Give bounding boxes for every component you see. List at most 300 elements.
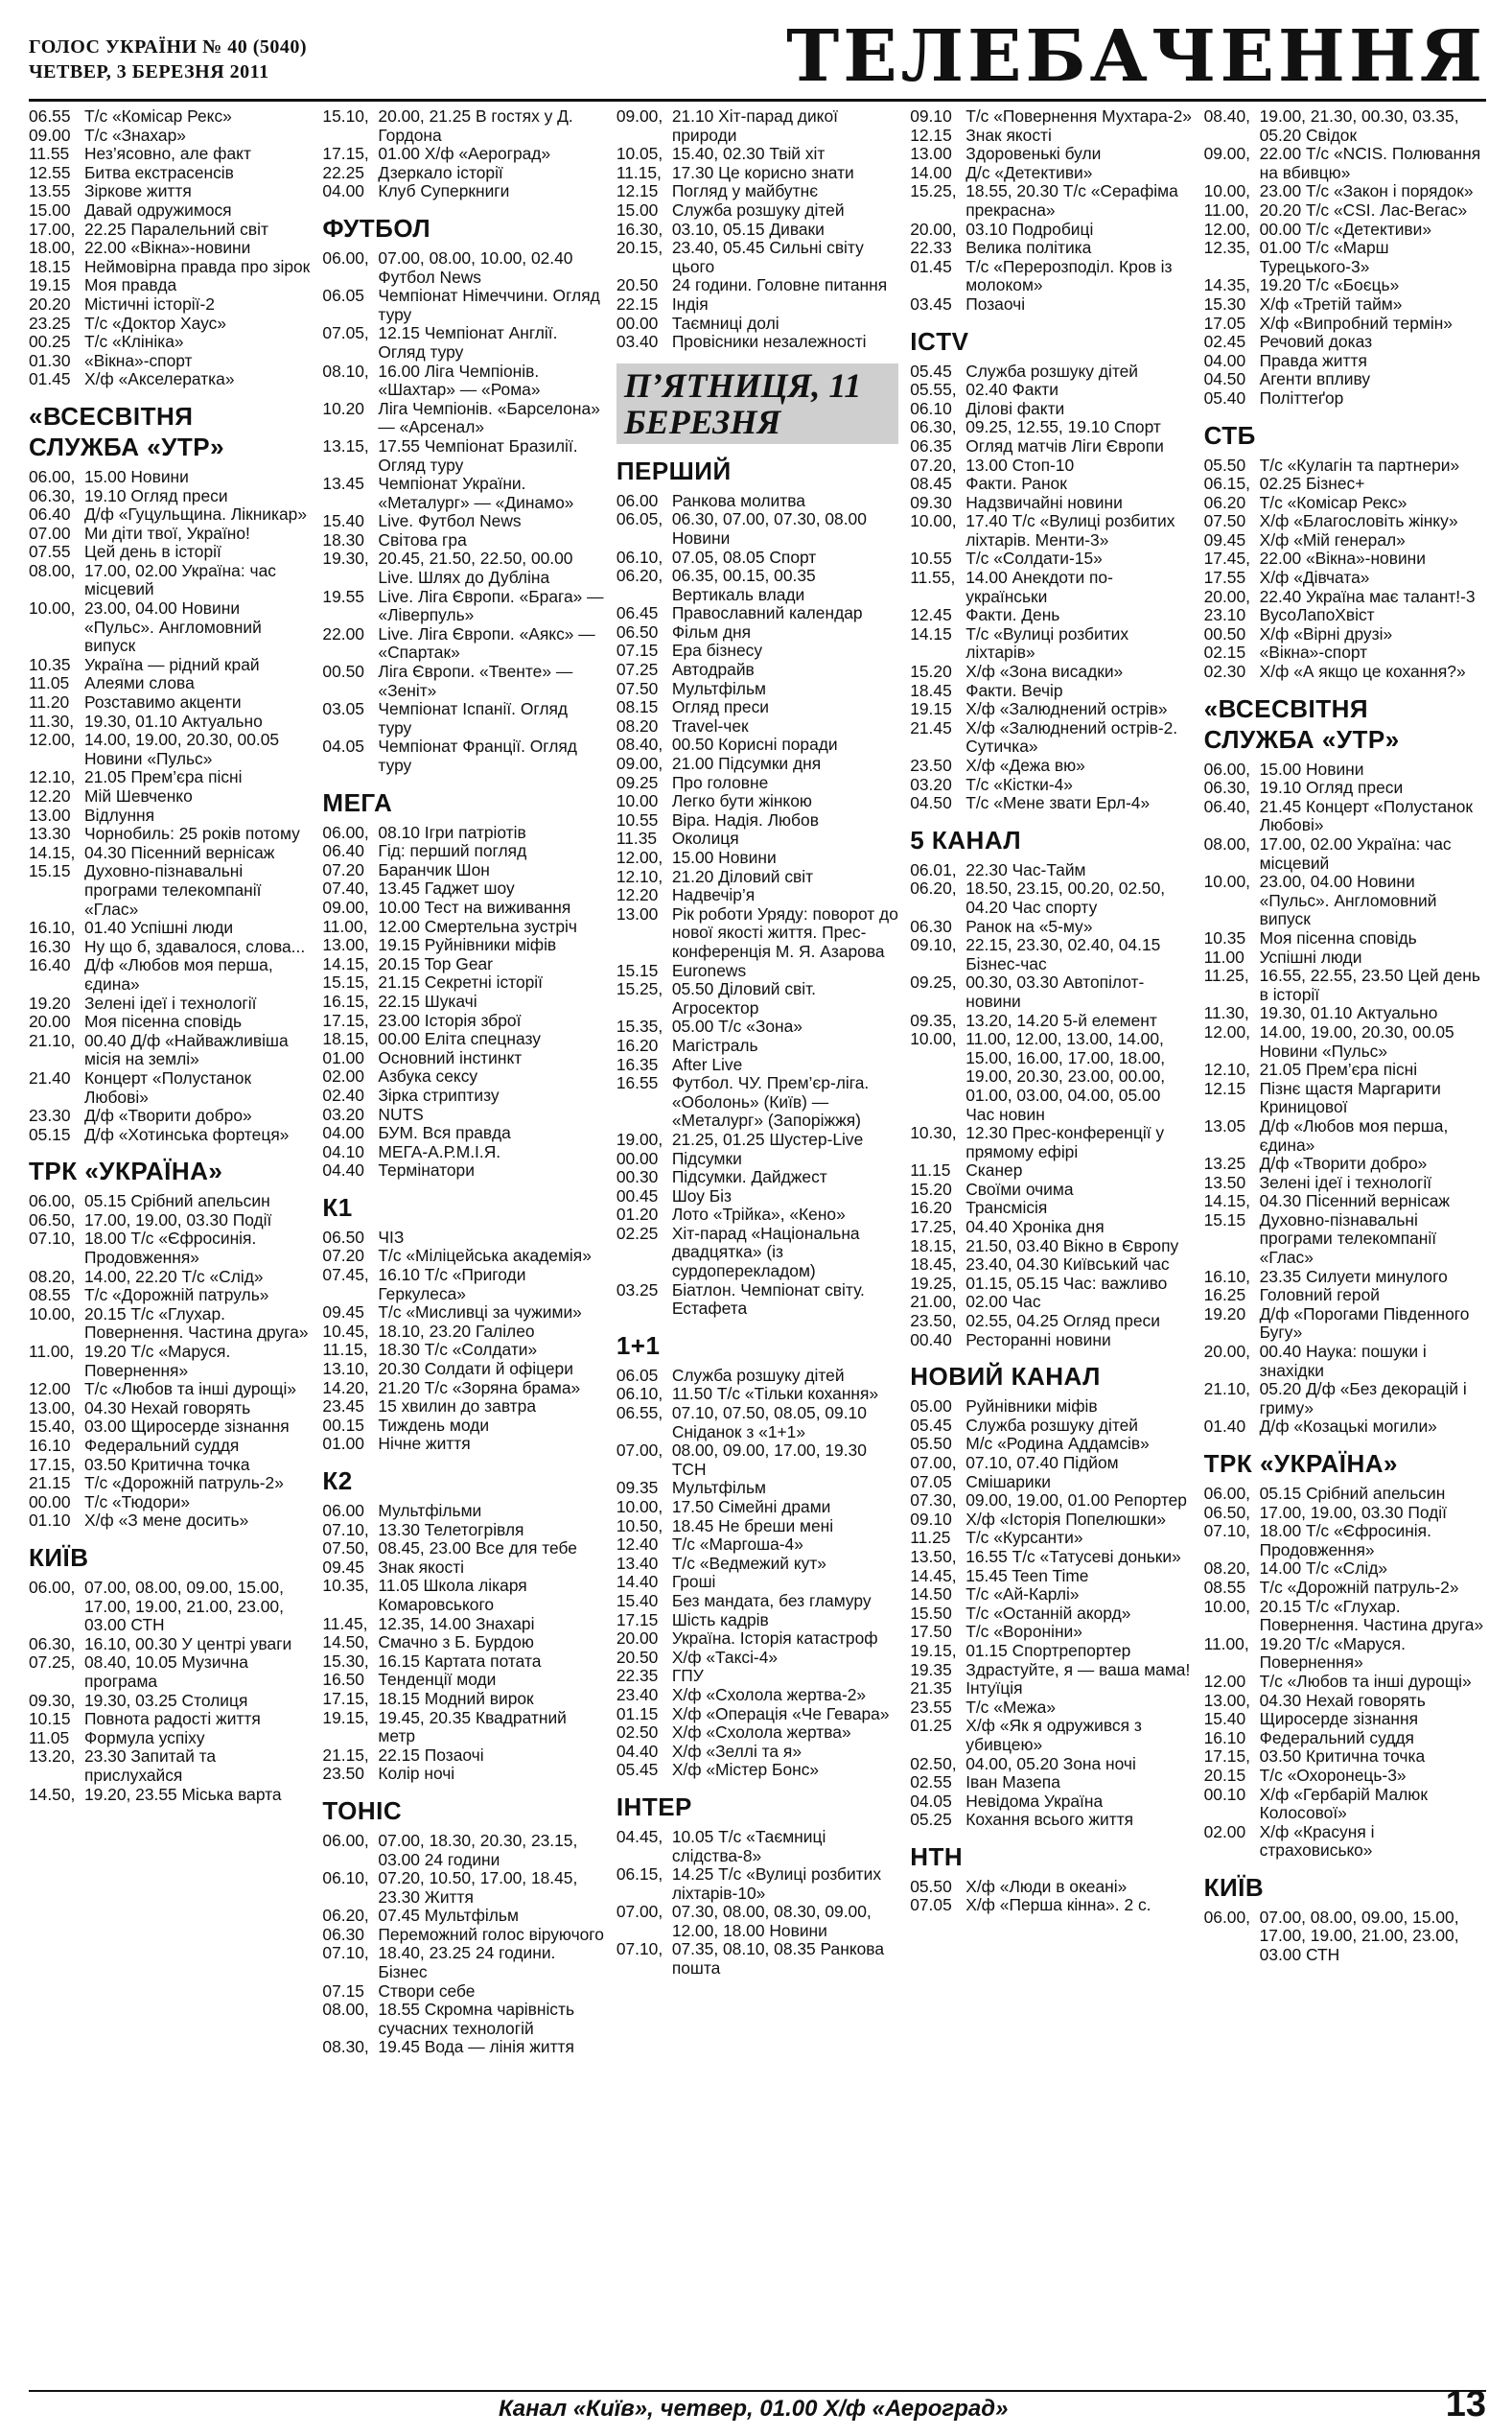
program-time: 00.50: [1203, 623, 1246, 644]
program-entry: [1204, 1004, 1486, 1023]
program-entry: [29, 164, 311, 183]
program-title: Т/с «Ай-Карлі»: [965, 1584, 1080, 1604]
program-time: 18.45: [910, 680, 952, 700]
program-title: Надвечір’я: [671, 885, 756, 905]
program-title: 20.45, 21.50, 22.50, 00.00 Live. Шлях до Дубліна: [378, 549, 573, 588]
program-title: 07.10, 07.50, 08.05, 09.10 Сніданок з «1+1»: [671, 1403, 867, 1441]
program-entry: [910, 381, 1192, 400]
program-title: 08.00, 09.00, 17.00, 19.30 ТСН: [671, 1441, 867, 1479]
program-time: 14.45,: [910, 1565, 957, 1585]
program-title: 15 хвилин до завтра: [378, 1396, 536, 1417]
program-title: Х/ф «Історія Попелюшки»: [965, 1509, 1167, 1529]
program-entry: [616, 1385, 898, 1404]
program-title: 18.30 Т/с «Солдати»: [378, 1340, 538, 1360]
program-title: 19.30, 01.10 Актуально: [84, 711, 263, 731]
program-entry: [29, 1286, 311, 1305]
program-title: 13.00 Стоп-10: [965, 455, 1075, 475]
channel-heading: ТРК «УКРАЇНА»: [1203, 1449, 1398, 1478]
program-title: Т/с «Комісар Рекс»: [84, 107, 232, 126]
program-entry: [616, 1187, 898, 1206]
program-title: 23.00 Історія зброї: [378, 1010, 522, 1030]
program-title: Тенденції моди: [378, 1670, 497, 1690]
program-time: 11.00: [1203, 947, 1244, 967]
program-entry: [616, 1367, 898, 1386]
program-title: Ранкова молитва: [671, 490, 805, 510]
program-title: Фільм дня: [671, 621, 752, 642]
program-title: Зелені ідеї і технології: [1259, 1172, 1432, 1192]
program-entry: [29, 1230, 311, 1267]
program-title: 21.20 Т/с «Зоряна брама»: [378, 1377, 581, 1397]
program-entry: [29, 919, 311, 938]
program-time: 19.15,: [322, 1707, 369, 1727]
program-entry: [616, 717, 898, 737]
program-entry: [616, 680, 898, 699]
program-title: 03.10, 05.15 Диваки: [671, 219, 825, 239]
program-entry: [1204, 569, 1486, 588]
program-entry: [910, 1661, 1192, 1680]
program-time: 06.01,: [910, 859, 957, 879]
program-time: 15.40,: [29, 1417, 76, 1437]
program-title: 07.00, 08.00, 09.00, 15.00, 17.00, 19.00, 21.00, 23.00, 03.00 СТН: [1259, 1907, 1459, 1965]
program-entry: [1204, 295, 1486, 315]
program-entry: [322, 1690, 604, 1709]
program-title: 20.20 Т/с «CSI. Лас-Вегас»: [1259, 199, 1468, 220]
program-time: 22.25: [322, 162, 364, 182]
program-title: Неймовірна правда про зірок: [84, 256, 311, 276]
program-title: Т/с «Комісар Рекс»: [1259, 492, 1407, 512]
program-title: 02.40 Факти: [965, 380, 1058, 400]
program-time: 00.50: [322, 662, 364, 682]
program-time: 04.00: [1203, 350, 1246, 370]
program-entry: [1204, 145, 1486, 182]
program-time: 15.25,: [616, 979, 663, 999]
program-title: Зірка стриптизу: [378, 1085, 500, 1105]
program-title: Битва екстрасенсів: [84, 162, 234, 182]
program-time: 11.35: [616, 829, 658, 849]
program-entry: [616, 1573, 898, 1592]
program-entry: [322, 1161, 604, 1181]
program-time: 23.50: [322, 1764, 364, 1784]
program-time: 05.50: [1203, 455, 1246, 475]
program-entry: [1204, 107, 1486, 145]
program-entry: [29, 1579, 311, 1635]
program-entry: [910, 1161, 1192, 1181]
program-title: Д/с «Детективи»: [965, 162, 1093, 182]
program-title: Т/с «Перерозподіл. Кров із молоком»: [965, 256, 1173, 295]
program-entry: [322, 249, 604, 287]
program-time: 06.05,: [616, 509, 663, 529]
program-title: Відлуння: [84, 805, 155, 825]
program-time: 01.40: [1203, 1417, 1246, 1437]
program-time: 15.15: [29, 861, 71, 881]
program-entry: [1204, 761, 1486, 780]
program-title: 16.10, 00.30 У центрі уваги: [84, 1633, 292, 1653]
program-time: 11.05: [29, 1727, 70, 1747]
program-time: 00.00: [29, 1491, 71, 1511]
program-title: 14.00, 19.00, 20.30, 00.05 Новини «Пульс»: [1259, 1021, 1454, 1061]
program-entry: [910, 1567, 1192, 1586]
listing-column-1: [29, 107, 311, 2385]
program-title: 18.00 Т/с «Єфросинія. Продовження»: [84, 1229, 257, 1268]
program-entry: [616, 1150, 898, 1169]
listing-column-3: [616, 107, 898, 2385]
program-time: 11.30,: [1203, 1003, 1249, 1023]
program-time: 12.00: [29, 1379, 71, 1399]
program-entry: [910, 1623, 1192, 1642]
program-title: Д/ф «Любов моя перша, єдина»: [1259, 1115, 1449, 1155]
program-time: 16.20: [616, 1035, 659, 1055]
program-time: 03.40: [616, 332, 659, 352]
program-title: 00.40 Д/ф «Найважливіша місія на землі»: [84, 1030, 289, 1069]
program-time: 06.10: [910, 398, 952, 418]
program-entry: [1204, 1692, 1486, 1711]
program-time: 09.00,: [322, 897, 369, 917]
program-title: Правда життя: [1259, 350, 1367, 370]
program-title: Live. Ліга Європи. «Брага» — «Ліверпуль»: [378, 586, 604, 625]
program-entry: [322, 1502, 604, 1521]
program-title: Т/с «Мисливці за чужими»: [378, 1302, 582, 1323]
program-time: 15.15: [1203, 1209, 1246, 1230]
program-title: 11.05 Школа лікаря Комаровського: [378, 1576, 527, 1614]
program-title: 23.00, 04.00 Новини «Пульс». Англомовний випуск: [84, 598, 262, 656]
program-title: 00.30, 03.30 Автопілот-новини: [965, 972, 1145, 1011]
program-time: 00.30: [616, 1167, 659, 1187]
program-title: 19.45, 20.35 Квадратний метр: [378, 1707, 567, 1746]
program-time: 13.00: [616, 903, 659, 924]
program-title: Мультфільм: [671, 678, 766, 698]
channel-heading: ICTV: [910, 326, 969, 356]
program-entry: [29, 1456, 311, 1475]
program-time: 23.30: [29, 1106, 71, 1126]
program-entry: [29, 844, 311, 863]
program-time: 08.40,: [1203, 107, 1250, 126]
program-entry: [616, 1611, 898, 1630]
program-entry: [616, 1828, 898, 1865]
program-entry: [29, 1493, 311, 1512]
program-time: 16.20: [910, 1198, 952, 1218]
program-entry: [322, 1746, 604, 1766]
program-entry: [322, 182, 604, 201]
program-title: 14.00 Т/с «Слід»: [1259, 1558, 1388, 1579]
program-time: 06.20,: [910, 878, 957, 899]
program-time: 12.00,: [616, 848, 663, 867]
program-entry: [616, 1225, 898, 1281]
program-title: Агенти впливу: [1259, 369, 1371, 389]
program-time: 10.05,: [616, 144, 663, 164]
program-entry: [1204, 929, 1486, 949]
program-entry: [910, 1717, 1192, 1754]
program-time: 06.45: [616, 603, 659, 623]
program-time: 06.00: [322, 1501, 364, 1520]
program-entry: [1204, 1417, 1486, 1437]
program-time: 18.30: [322, 529, 364, 550]
program-title: Цей день в історії: [84, 542, 221, 562]
program-title: Х/ф «З мене досить»: [84, 1511, 249, 1531]
channel-heading: ТРК «УКРАЇНА»: [29, 1157, 223, 1186]
program-title: Шоу Біз: [671, 1185, 733, 1206]
program-entry: [616, 201, 898, 221]
program-title: Духовно-пізнавальні програми телекомпанії «Глас»: [1259, 1209, 1437, 1268]
program-title: Х/ф «Акселератка»: [84, 369, 235, 389]
program-time: 12.00,: [29, 730, 76, 750]
program-time: 14.40: [616, 1572, 659, 1592]
program-entry: [322, 1652, 604, 1672]
program-entry: [322, 861, 604, 880]
program-entry: [29, 938, 311, 957]
program-title: 21.15 Секретні історії: [378, 972, 543, 993]
program-time: 07.00,: [910, 1453, 957, 1472]
program-title: 12.00 Смертельна зустріч: [378, 916, 577, 936]
program-entry: [29, 1437, 311, 1456]
program-entry: [616, 811, 898, 831]
program-time: 06.00,: [1203, 759, 1250, 779]
program-entry: [322, 1143, 604, 1162]
channel-heading: ІНТЕР: [616, 1792, 692, 1821]
program-title: Дзеркало історії: [378, 162, 503, 182]
program-entry: [322, 324, 604, 362]
program-time: 09.25: [616, 772, 659, 792]
program-time: 23.10: [1203, 605, 1246, 625]
program-title: 22.00 «Вікна»-новини: [1259, 549, 1427, 569]
program-title: 00.50 Корисні поради: [671, 735, 838, 755]
program-time: 13.50: [1203, 1172, 1246, 1192]
program-title: 17.00, 02.00 Україна: час місцевий: [84, 560, 276, 599]
program-title: Кохання всього життя: [965, 1810, 1134, 1830]
program-title: 19.20 Т/с «Маруся. Повернення»: [84, 1342, 231, 1380]
program-entry: [29, 1474, 311, 1493]
program-entry: [616, 623, 898, 643]
program-title: 04.30 Нехай говорять: [1259, 1690, 1426, 1710]
program-entry: [1204, 1192, 1486, 1211]
program-entry: [322, 2038, 604, 2057]
program-entry: [616, 1281, 898, 1319]
program-title: ГПУ: [671, 1666, 704, 1686]
program-time: 05.45: [910, 1415, 952, 1435]
program-time: 21.45: [910, 717, 952, 738]
channel-heading: К1: [322, 1192, 353, 1222]
program-title: Служба розшуку дітей: [671, 1365, 845, 1385]
program-title: 20.00, 21.25 В гостях у Д. Гордона: [378, 107, 573, 145]
program-time: 02.00: [322, 1066, 364, 1087]
program-time: 06.00,: [29, 466, 76, 486]
program-time: 09.25,: [910, 972, 957, 993]
program-entry: [910, 757, 1192, 776]
program-entry: [1204, 835, 1486, 873]
program-time: 22.15: [616, 293, 659, 314]
program-time: 02.45: [1203, 332, 1246, 352]
program-entry: [322, 1379, 604, 1398]
program-time: 06.40,: [1203, 796, 1250, 816]
program-title: 19.20 Т/с «Маруся. Повернення»: [1259, 1633, 1406, 1673]
program-title: Live. Футбол News: [378, 511, 522, 531]
program-entry: [616, 698, 898, 717]
program-time: 13.00,: [29, 1397, 76, 1417]
program-time: 06.00,: [1203, 1484, 1250, 1503]
program-entry: [322, 400, 604, 437]
program-time: 14.15,: [29, 842, 76, 862]
program-time: 11.55,: [910, 568, 956, 588]
program-title: 01.15, 05.15 Час: важливо: [965, 1273, 1168, 1293]
program-entry: [616, 1761, 898, 1780]
program-entry: [322, 164, 604, 183]
program-time: 00.25: [29, 332, 71, 352]
program-time: 09.10: [910, 107, 952, 126]
program-entry: [1204, 1747, 1486, 1767]
program-time: 18.15: [29, 256, 71, 276]
program-title: Основний інстинкт: [378, 1047, 523, 1067]
program-entry: [29, 562, 311, 599]
program-entry: [322, 588, 604, 625]
program-time: 09.00: [29, 125, 71, 145]
program-title: Т/с «Доктор Хаус»: [84, 313, 226, 333]
program-entry: [910, 1698, 1192, 1718]
program-title: Т/с «Мене звати Ерл-4»: [965, 793, 1151, 813]
program-entry: [29, 276, 311, 295]
program-time: 20.00,: [1203, 586, 1250, 606]
program-time: 13.00,: [322, 935, 369, 955]
program-time: 17.55: [1203, 568, 1246, 588]
program-title: Іван Мазепа: [965, 1772, 1060, 1792]
program-entry: [616, 1555, 898, 1574]
program-entry: [910, 776, 1192, 795]
program-entry: [322, 2001, 604, 2038]
program-entry: [29, 505, 311, 525]
program-title: Х/ф «Третій тайм»: [1259, 293, 1403, 314]
program-title: Д/ф «Козацькі могили»: [1259, 1417, 1437, 1437]
program-time: 02.00: [1203, 1821, 1246, 1841]
program-title: М/с «Родина Аддамсів»: [965, 1434, 1150, 1454]
program-title: Х/ф «Зеллі та я»: [671, 1741, 803, 1761]
program-entry: [1204, 1080, 1486, 1117]
program-entry: [29, 656, 311, 675]
program-title: 23.35 Силуети минулого: [1259, 1266, 1448, 1286]
program-time: 07.05: [910, 1471, 952, 1491]
program-time: 14.20,: [322, 1377, 369, 1397]
program-title: Х/ф «Мій генерал»: [1259, 529, 1406, 550]
program-entry: [1204, 1909, 1486, 1965]
program-time: 13.40: [616, 1553, 659, 1573]
program-time: 15.20: [910, 1179, 952, 1199]
program-time: 02.40: [322, 1085, 364, 1105]
program-title: 15.45 Teen Time: [965, 1565, 1089, 1585]
program-entry: [1204, 1559, 1486, 1579]
program-time: 19.15,: [910, 1640, 957, 1660]
program-title: Позаочі: [965, 293, 1026, 314]
program-time: 13.10,: [322, 1359, 369, 1379]
channel-heading: ПЕРШИЙ: [616, 456, 732, 485]
program-time: 02.25: [616, 1223, 659, 1243]
program-time: 07.15: [322, 1980, 364, 2001]
program-title: Ділові факти: [965, 398, 1065, 418]
program-title: 01.00 Т/с «Марш Турецького-3»: [1259, 238, 1389, 276]
program-entry: [910, 1896, 1192, 1915]
program-title: Ми діти твої, Україно!: [84, 523, 250, 543]
program-title: Т/с «Вороніни»: [965, 1622, 1082, 1642]
program-time: 07.55: [29, 542, 71, 562]
program-title: Створи себе: [378, 1980, 476, 2001]
program-entry: [29, 862, 311, 919]
program-entry: [29, 807, 311, 826]
program-entry: [29, 1305, 311, 1343]
program-time: 10.35: [1203, 927, 1246, 948]
program-time: 13.50,: [910, 1546, 957, 1566]
program-entry: [29, 1069, 311, 1107]
program-title: Х/ф «Зона висадки»: [965, 662, 1124, 682]
program-entry: [1204, 389, 1486, 409]
program-entry: [322, 287, 604, 324]
program-time: 00.00: [616, 313, 659, 333]
program-time: 10.00,: [1203, 181, 1250, 201]
program-entry: [910, 437, 1192, 457]
program-entry: [910, 1773, 1192, 1792]
program-time: 07.00,: [616, 1441, 663, 1461]
program-time: 12.45: [910, 605, 952, 625]
program-title: Формула успіху: [84, 1727, 205, 1747]
program-title: Здоровенькі були: [965, 144, 1102, 164]
program-title: Т/с «Останній акорд»: [965, 1603, 1131, 1623]
program-time: 06.35: [910, 435, 952, 456]
program-entry: [1204, 606, 1486, 625]
program-entry: [322, 1944, 604, 1981]
program-title: Азбука сексу: [378, 1066, 478, 1087]
program-entry: [322, 1087, 604, 1106]
program-title: Давай одружимося: [84, 199, 232, 220]
program-time: 15.10,: [322, 107, 369, 126]
program-title: 17.00, 19.00, 03.30 Події: [1259, 1502, 1447, 1522]
program-title: 07.00, 18.30, 20.30, 23.15, 03.00 24 години: [378, 1830, 578, 1869]
program-entry: [616, 1686, 898, 1705]
program-title: Смішарики: [965, 1471, 1051, 1491]
program-entry: [910, 719, 1192, 757]
program-entry: [1204, 1485, 1486, 1504]
program-entry: [616, 295, 898, 315]
program-entry: [910, 1755, 1192, 1774]
program-entry: [29, 995, 311, 1014]
program-title: 23.40, 04.30 Київський час: [965, 1254, 1170, 1275]
issue-date: ЧЕТВЕР, 3 БЕРЕЗНЯ 2011: [29, 61, 269, 82]
program-time: 05.50: [910, 1876, 952, 1896]
program-entry: [29, 599, 311, 656]
program-entry: [322, 955, 604, 974]
program-entry: [910, 663, 1192, 682]
program-time: 14.50: [910, 1584, 952, 1604]
program-time: 01.30: [29, 350, 71, 370]
program-entry: [29, 1107, 311, 1126]
program-time: 06.55,: [616, 1403, 663, 1423]
channel-heading: ТОНІС: [322, 1795, 403, 1825]
program-time: 19.00,: [616, 1129, 663, 1149]
program-time: 15.40: [322, 511, 364, 531]
program-title: 07.10, 07.40 Підйом: [965, 1453, 1119, 1472]
program-title: Чемпіонат Франції. Огляд туру: [378, 737, 577, 775]
program-time: 13.45: [322, 474, 364, 494]
program-title: 17.50 Сімейні драми: [671, 1497, 831, 1516]
program-entry: [910, 550, 1192, 569]
program-entry: [910, 164, 1192, 183]
program-time: 10.00,: [29, 1303, 76, 1323]
program-entry: [616, 849, 898, 868]
program-time: 10.00: [616, 791, 659, 811]
program-title: 05.00 Т/с «Зона»: [671, 1017, 803, 1037]
program-time: 09.10: [910, 1509, 952, 1529]
program-time: 04.00: [322, 1123, 364, 1143]
program-time: 20.15,: [616, 238, 663, 258]
program-title: Х/ф «Благословіть жінку»: [1259, 511, 1458, 531]
program-time: 21.35: [910, 1678, 952, 1698]
program-time: 21.15,: [322, 1745, 369, 1765]
program-time: 06.10,: [616, 1384, 663, 1404]
program-entry: [322, 1435, 604, 1454]
